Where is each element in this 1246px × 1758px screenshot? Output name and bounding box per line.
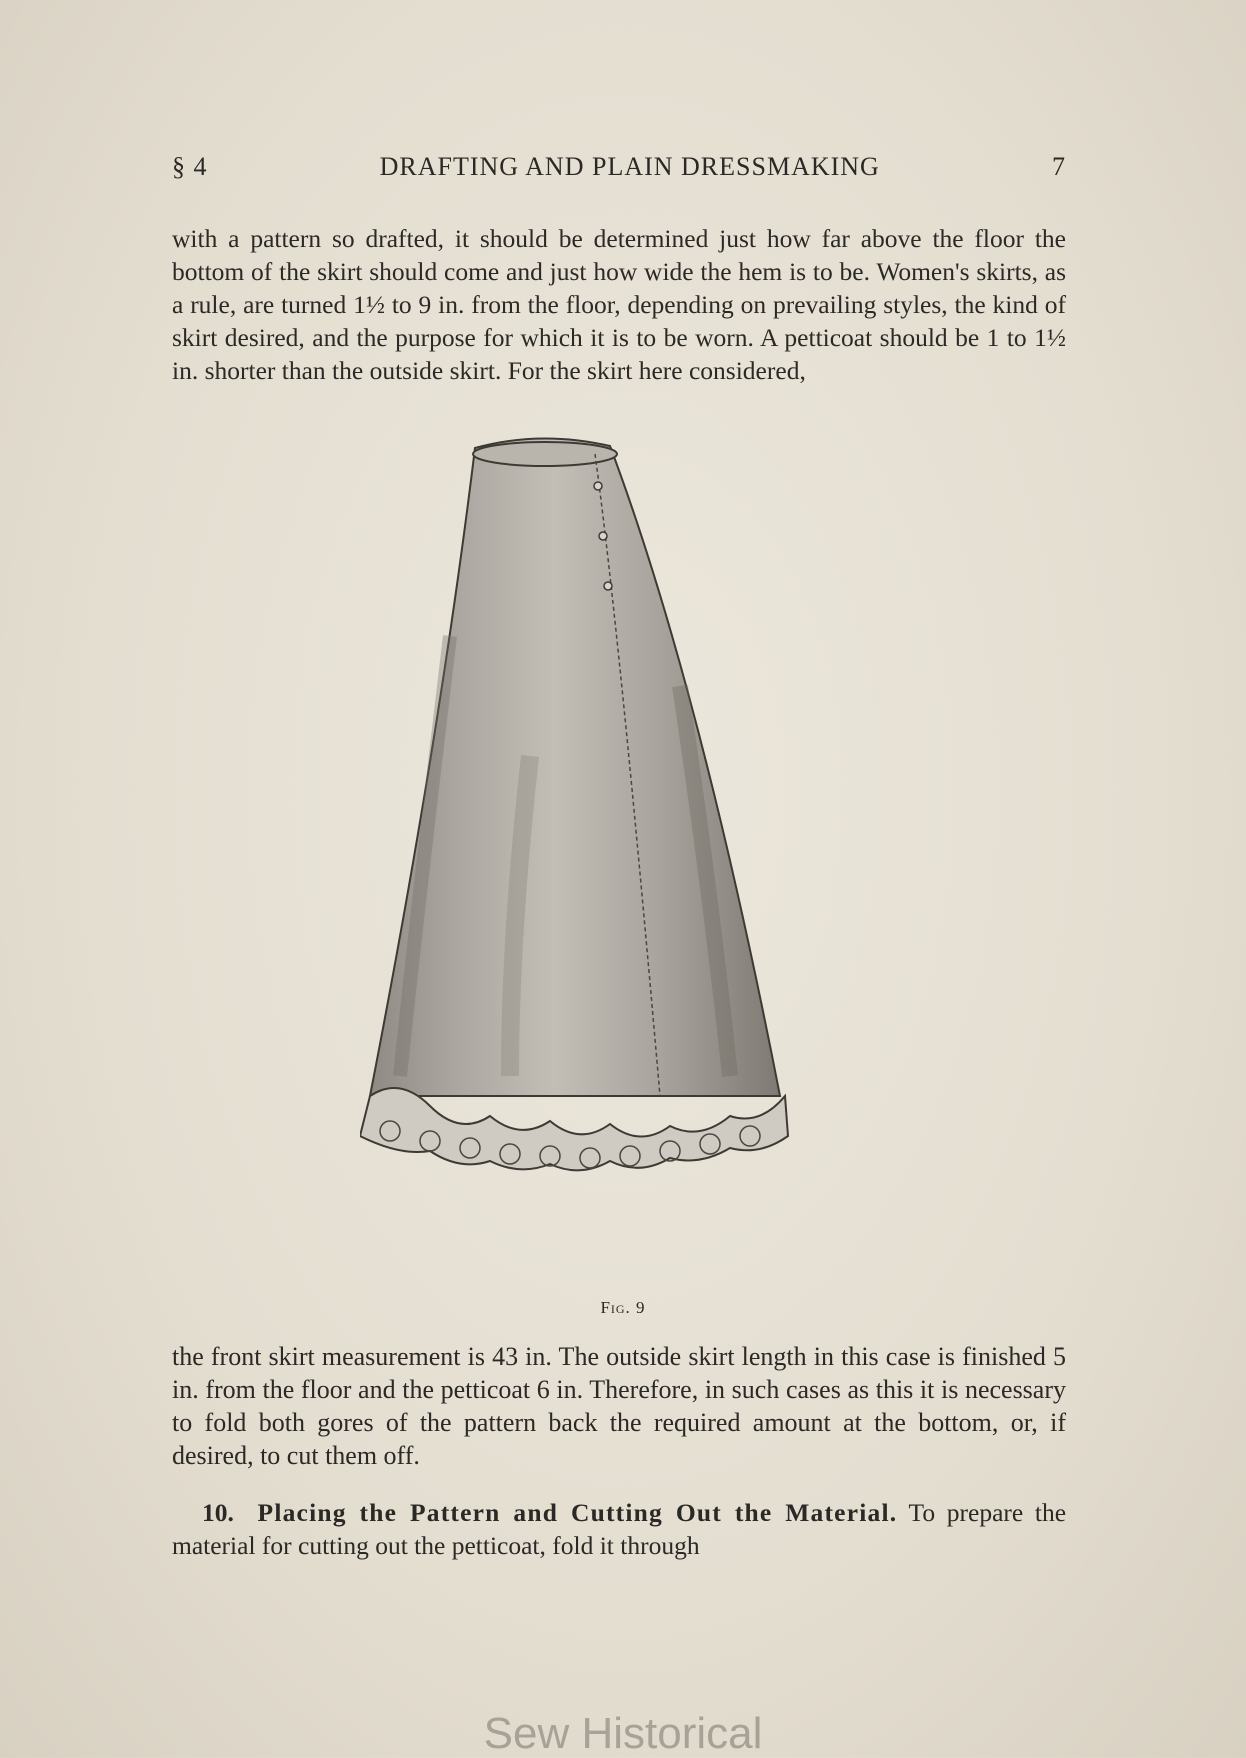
page-header-title: DRAFTING AND PLAIN DRESSMAKING bbox=[379, 152, 880, 181]
paragraph-middle bbox=[172, 1340, 1066, 1472]
section-text: To prepare the material for cutting out the petticoat, fold it through bbox=[172, 1498, 1067, 1560]
section-heading-paragraph bbox=[172, 1496, 1066, 1562]
section-title: Placing the Pattern and Cutting Out the Material. bbox=[257, 1498, 898, 1527]
skirt-drawing bbox=[360, 436, 890, 1286]
running-header bbox=[172, 152, 1066, 182]
paragraph-text: the front skirt measurement is 43 in. The outside skirt length in this case is finished 5 in. from the floor and the petticoat 6 in. Therefore, in such cases as this it is necessary to fold both gores of the pattern back the required amount at the bottom, or, if desired, to cut them off. bbox=[172, 1342, 1066, 1470]
paragraph-top bbox=[172, 222, 1066, 387]
petticoat-illustration bbox=[360, 436, 890, 1286]
section-number: 10. bbox=[202, 1498, 234, 1527]
figure-caption: Fig. 9 bbox=[600, 1298, 646, 1317]
page-number: 7 bbox=[1051, 152, 1066, 181]
section-10 bbox=[172, 1496, 1066, 1562]
watermark: Sew Historical bbox=[483, 1709, 763, 1758]
section-symbol: § 4 bbox=[172, 152, 208, 181]
paragraph-text: with a pattern so drafted, it should be determined just how far above the floor the bottom of the skirt should come and just how wide the hem is to be. Women's skirts, as a rule, are turned 1½ to 9 in. from the floor, depending on prevailing styles, the kind of skirt desired, and the purpose for which it is to be worn. A petticoat should be 1 to 1½ in. shorter than the outside skirt. For the skirt here considered, bbox=[172, 224, 1066, 385]
